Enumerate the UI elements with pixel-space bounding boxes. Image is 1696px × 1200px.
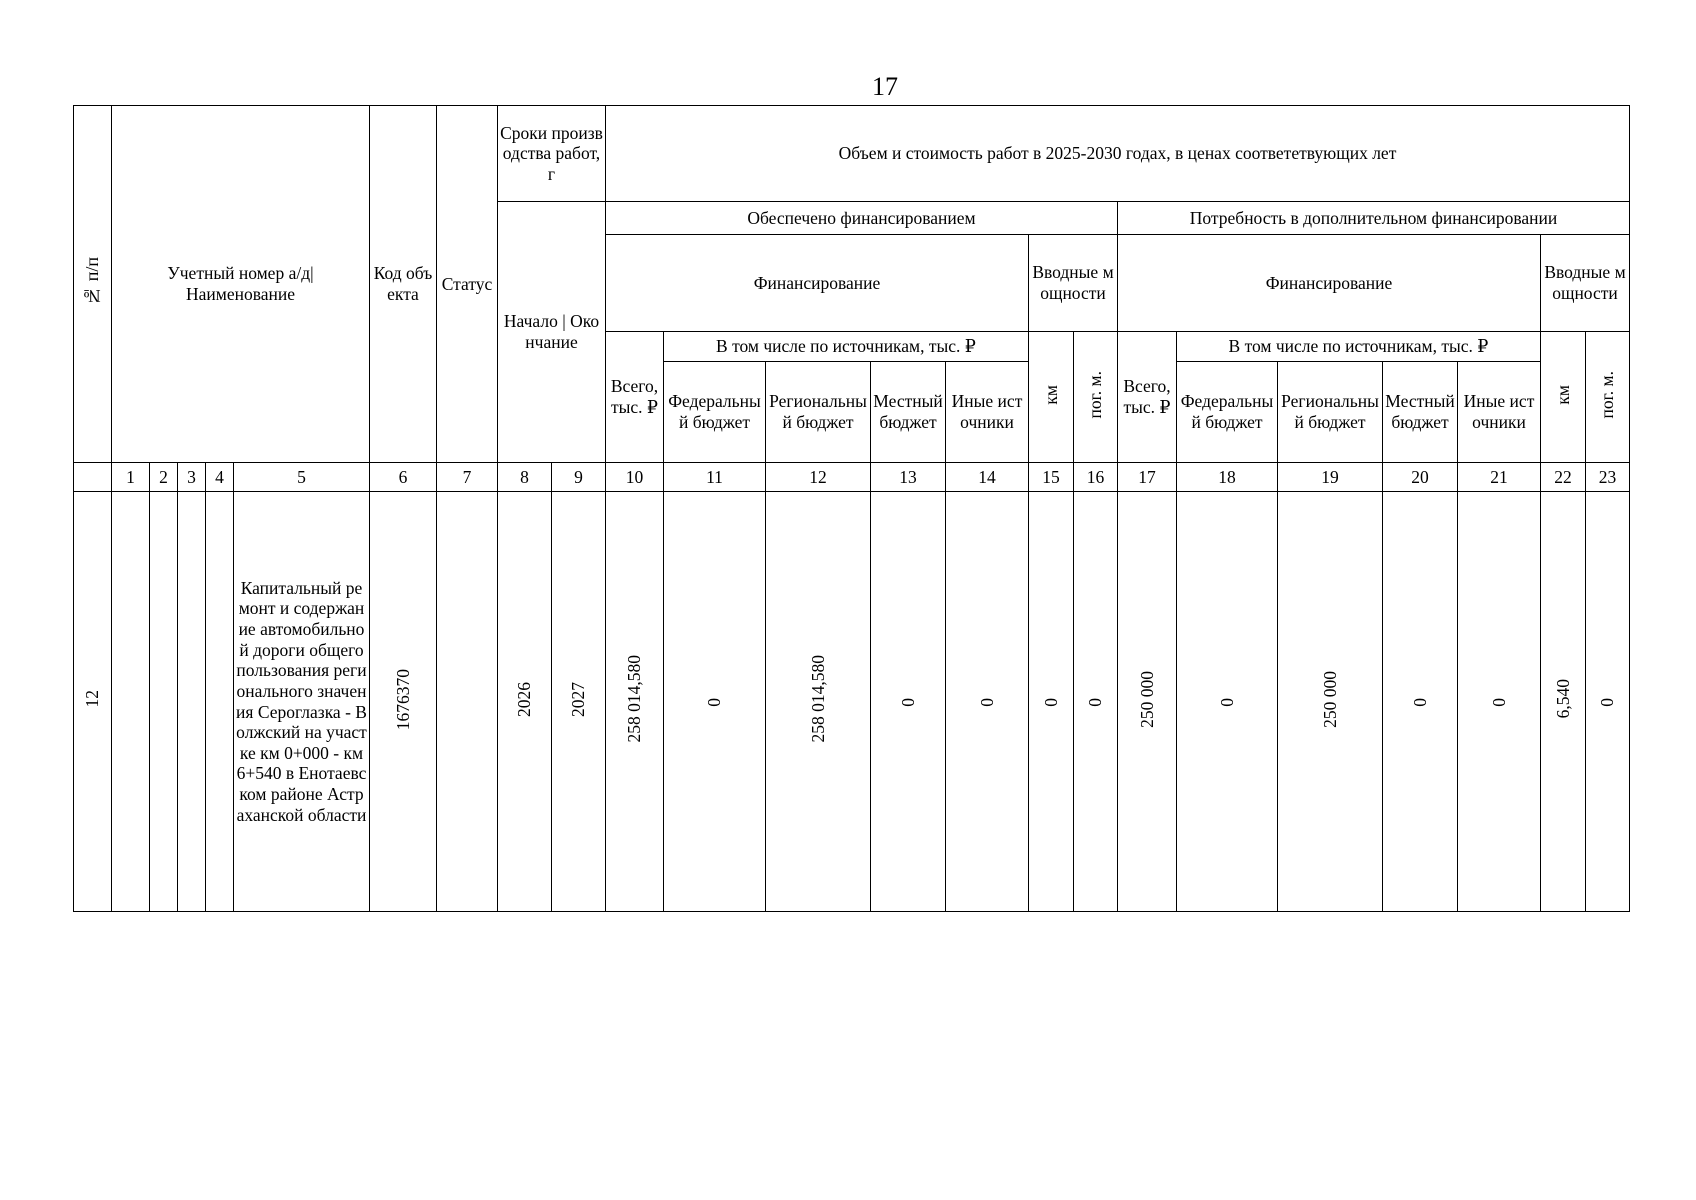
header-need-other: Иные источники: [1458, 362, 1541, 463]
header-secured-other: Иные источники: [946, 362, 1029, 463]
header-secured-by-source: В том числе по источникам, тыс. ₽: [664, 332, 1029, 362]
column-number: 6: [370, 463, 437, 492]
column-number: 21: [1458, 463, 1541, 492]
header-need-federal: Федеральный бюджет: [1177, 362, 1278, 463]
column-number: 18: [1177, 463, 1278, 492]
column-number: 15: [1029, 463, 1074, 492]
column-number: 19: [1278, 463, 1383, 492]
header-secured-km: км: [1029, 332, 1074, 463]
column-number: 17: [1118, 463, 1177, 492]
column-number: 14: [946, 463, 1029, 492]
status-value: [437, 492, 498, 912]
header-need-financing-sub: Финансирование: [1118, 235, 1541, 332]
need-km-value: 6,540: [1541, 492, 1586, 912]
object-name: Капитальный ремонт и содержание автомобильной дороги общего пользования регионального значения Сероглазка - Волжский на участке км 0+000 - км 6+540 в Енотаевском районе Астраханской области: [234, 492, 370, 912]
header-start-end: Начало | Окончание: [498, 202, 606, 463]
column-numbers-row: [74, 463, 1630, 492]
column-number: 10: [606, 463, 664, 492]
header-need-km: км: [1541, 332, 1586, 463]
header-work-terms: Сроки производства работ, г: [498, 106, 606, 202]
header-secured-financing: Обеспечено финансированием: [606, 202, 1118, 235]
need-federal-value: 0: [1177, 492, 1278, 912]
column-number: 3: [178, 463, 206, 492]
secured-regional-value: 258 014,580: [766, 492, 871, 912]
column-number: 16: [1074, 463, 1118, 492]
column-number: 12: [766, 463, 871, 492]
column-number: 2: [150, 463, 178, 492]
column-number: 8: [498, 463, 552, 492]
need-other-value: 0: [1458, 492, 1541, 912]
need-regional-value: 250 000: [1278, 492, 1383, 912]
header-secured-local: Местный бюджет: [871, 362, 946, 463]
header-account-name: Учетный номер а/д| Наименование: [112, 106, 370, 463]
secured-other-value: 0: [946, 492, 1029, 912]
header-need-pog-m: пог. м.: [1586, 332, 1630, 463]
header-secured-federal: Федеральный бюджет: [664, 362, 766, 463]
header-num: № п/п: [74, 106, 112, 463]
header-secured-total: Всего, тыс. ₽: [606, 332, 664, 463]
column-number: 5: [234, 463, 370, 492]
header-object-code: Код объекта: [370, 106, 437, 463]
header-status: Статус: [437, 106, 498, 463]
page-number: 17: [872, 72, 898, 101]
column-number: 1: [112, 463, 150, 492]
column-number: 7: [437, 463, 498, 492]
column-number: 22: [1541, 463, 1586, 492]
header-secured-financing-sub: Финансирование: [606, 235, 1029, 332]
header-need-regional: Региональный бюджет: [1278, 362, 1383, 463]
column-number: 11: [664, 463, 766, 492]
table-row: [74, 492, 1630, 912]
secured-km-value: 0: [1029, 492, 1074, 912]
cell-col1: [112, 492, 150, 912]
start-year: 2026: [498, 492, 552, 912]
need-local-value: 0: [1383, 492, 1458, 912]
row-number: 12: [74, 492, 112, 912]
column-number: 13: [871, 463, 946, 492]
column-number: 9: [552, 463, 606, 492]
end-year: 2027: [552, 492, 606, 912]
object-code: 1676370: [370, 492, 437, 912]
column-number: 23: [1586, 463, 1630, 492]
column-number: 20: [1383, 463, 1458, 492]
need-total-value: 250 000: [1118, 492, 1177, 912]
header-need-total: Всего, тыс. ₽: [1118, 332, 1177, 463]
financing-table: [73, 105, 1630, 912]
header-additional-need: Потребность в дополнительном финансировании: [1118, 202, 1630, 235]
column-number-empty: [74, 463, 112, 492]
secured-total-value: 258 014,580: [606, 492, 664, 912]
column-number: 4: [206, 463, 234, 492]
header-secured-capacity: Вводные мощности: [1029, 235, 1118, 332]
header-volume-cost: Объем и стоимость работ в 2025-2030 годах, в ценах соответетвующих лет: [606, 106, 1630, 202]
secured-local-value: 0: [871, 492, 946, 912]
cell-col3: [178, 492, 206, 912]
cell-col4: [206, 492, 234, 912]
need-pog-m-value: 0: [1586, 492, 1630, 912]
header-secured-pog-m: пог. м.: [1074, 332, 1118, 463]
secured-federal-value: 0: [664, 492, 766, 912]
header-need-capacity: Вводные мощности: [1541, 235, 1630, 332]
header-secured-regional: Региональный бюджет: [766, 362, 871, 463]
header-need-by-source: В том числе по источникам, тыс. ₽: [1177, 332, 1541, 362]
cell-col2: [150, 492, 178, 912]
secured-pog-m-value: 0: [1074, 492, 1118, 912]
header-need-local: Местный бюджет: [1383, 362, 1458, 463]
